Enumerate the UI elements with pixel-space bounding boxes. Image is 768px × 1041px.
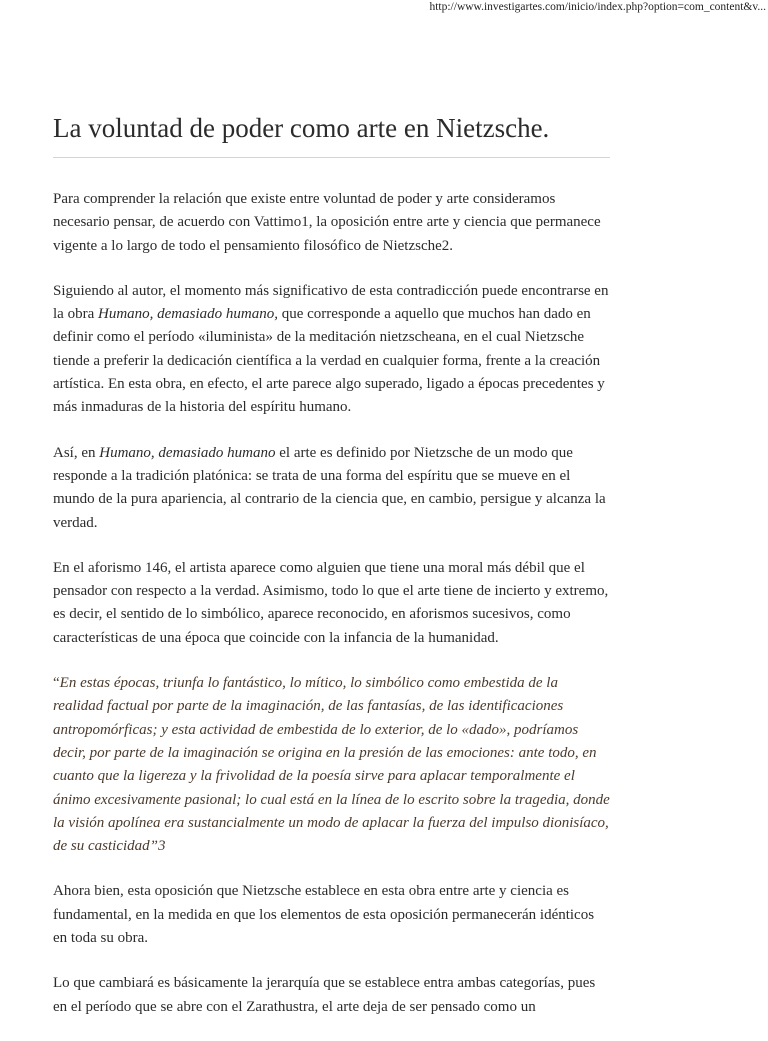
- paragraph-6: Lo que cambiará es básicamente la jerarquía que se establece entra ambas categorías, pues en el período que se abre con el Zarathustra, el arte deja de ser pensado como un: [53, 975, 596, 1015]
- paragraph-3: [53, 442, 610, 535]
- paragraph-2-text-b: que corresponde a aquello que muchos han dado en definir como el período «iluminista» de la meditación nietzscheana, en el cual Nietzsche tiende a preferir la dedicación científica a la verdad en cualquier forma, frente a la creación artística. En esta obra, en efecto, el arte parece algo superado, ligado a épocas precedentes y más inmaduras de la historia del espíritu humano.: [53, 306, 605, 416]
- paragraph-1: Para comprender la relación que existe entre voluntad de poder y arte consideramos necesario pensar, de acuerdo con Vattimo1, la oposición entre arte y ciencia que permanece vigente a lo largo de todo el pensamiento filosófico de Nietzsche2.: [53, 191, 601, 254]
- quote-open-mark: “: [53, 675, 60, 692]
- paragraph-2: [53, 280, 610, 420]
- page-url-header: http://www.investigartes.com/inicio/index.php?option=com_content&v...: [429, 1, 766, 13]
- paragraph-3-text-a: Así, en: [53, 444, 100, 461]
- paragraph-2-text-a: Siguiendo al autor, el momento más significativo de esta contradicción puede encontrarse en la obra: [53, 282, 609, 323]
- book-title-emphasis: Humano, demasiado humano: [99, 444, 276, 461]
- article: [53, 110, 610, 1041]
- paragraph-3-text-b: el arte es definido por Nietzsche de un modo que responde a la tradición platónica: se trata de una forma del espíritu que se mueve en el mundo de la pura apariencia, al contrario de la ciencia que, en cambio, persigue y alcanza la verdad.: [53, 444, 606, 531]
- book-title-emphasis: Humano, demasiado humano,: [97, 306, 278, 323]
- article-title: La voluntad de poder como arte en Nietzsche.: [53, 113, 550, 143]
- article-body: [53, 188, 610, 1019]
- title-divider: [53, 157, 610, 158]
- paragraph-4: En el aforismo 146, el artista aparece como alguien que tiene una moral más débil que el pensador con respecto a la verdad. Asimismo, todo lo que el arte tiene de incierto y extremo, es decir, el sentido de lo simbólico, aparece reconocido, en aforismos sucesivos, como características de una época que coincide con la infancia de la humanidad.: [53, 559, 609, 646]
- paragraph-5: Ahora bien, esta oposición que Nietzsche establece en esta obra entre arte y ciencia es fundamental, en la medida en que los elementos de esta oposición permanecerán idénticos en toda su obra.: [53, 883, 595, 947]
- block-quote: [53, 672, 610, 858]
- quote-text: En estas épocas, triunfa lo fantástico, lo mítico, lo simbólico como embestida de la realidad factual por parte de la imaginación, de las fantasías, de las identificaciones antropomórficas; y esta actividad de embestida de lo exterior, de lo «dado», podríamos decir, por parte de la imaginación se origina en la presión de las emociones: ante todo, en cuanto que la ligereza y la frivolidad de la poesía sirve para aplacar temporalmente el ánimo excesivamente pasional; lo cual está en la línea de lo escrito sobre la tragedia, donde la visión apolínea era sustancialmente un modo de aplacar la fuerza del impulso dionisíaco, de su casticidad”3: [53, 675, 610, 855]
